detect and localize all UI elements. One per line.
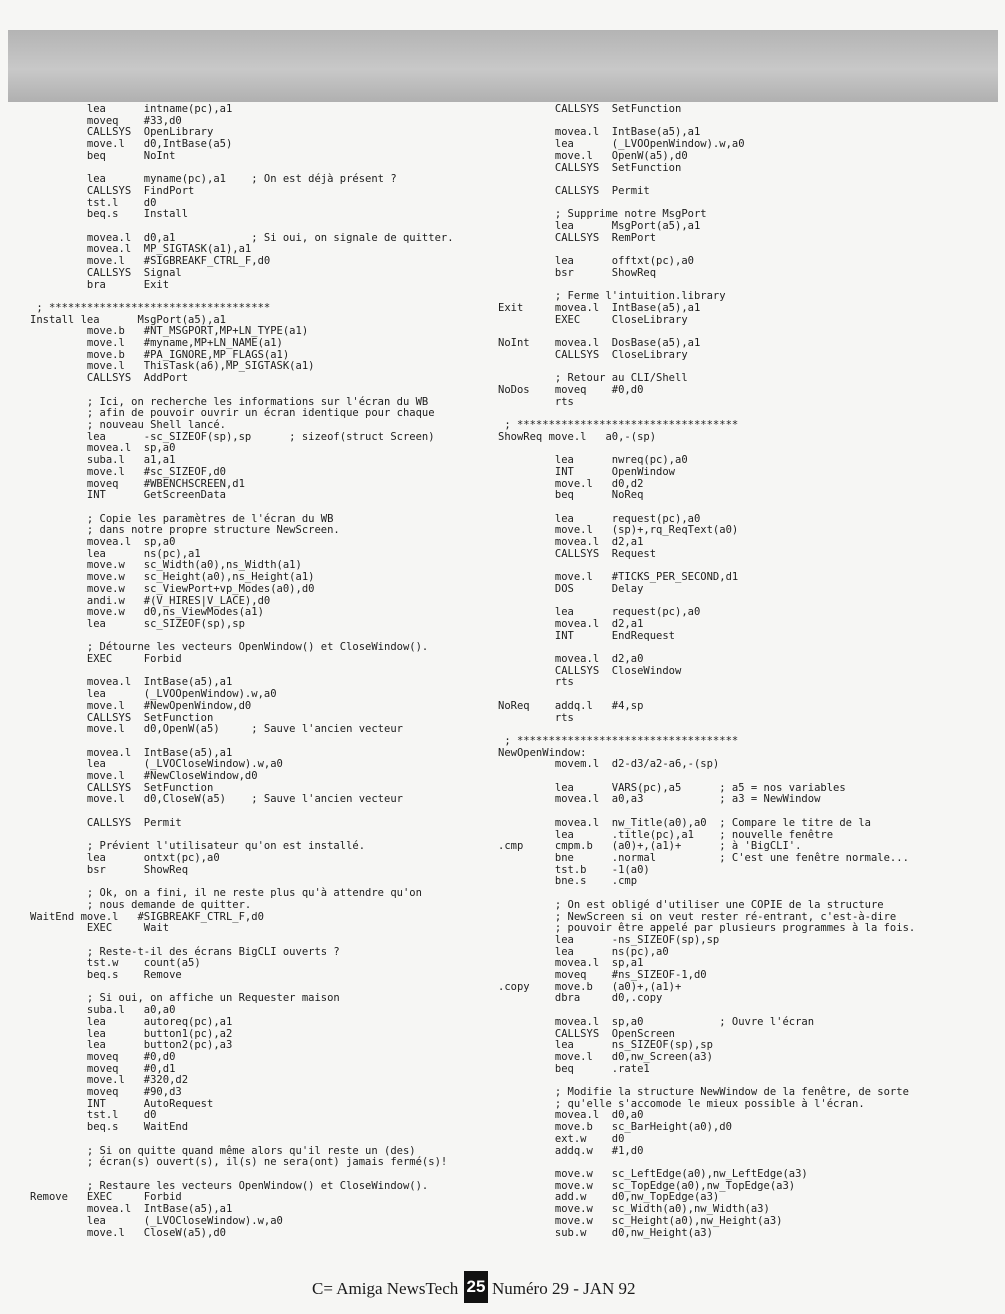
header-band bbox=[8, 30, 998, 102]
page-number: 25 bbox=[464, 1271, 488, 1303]
code-listing-left: lea intname(pc),a1 moveq #33,d0 CALLSYS OpenLibrary move.l d0,IntBase(a5) beq NoInt lea myname(pc),a1 ; On est déjà présent ? CALLSYS FindPort tst.l d0 beq.s Install movea.l d0,a1 ; Si oui, on signale de quitter. movea.l MP_SIGTASK(a1),a1 move.l #SIGBREAKF_CTRL_F,d0 CALLSYS Signal bra Exit ; *********************************** Install lea MsgPort(a5),a1 move.b #NT_MSGPORT,MP+LN_TYPE(a1) move.l #myname,MP+LN_NAME(a1) move.b #PA_IGNORE,MP_FLAGS(a1) move.l ThisTask(a6),MP_SIGTASK(a1) CALLSYS AddPort ; Ici, on recherche les informations sur l'écran du WB ; afin de pouvoir ouvrir un écran identique pour chaque ; nouveau Shell lancé. lea -sc_SIZEOF(sp),sp ; sizeof(struct Screen) movea.l sp,a0 suba.l a1,a1 move.l #sc_SIZEOF,d0 moveq #WBENCHSCREEN,d1 INT GetScreenData ; Copie les paramètres de l'écran du WB ; dans notre propre structure NewScreen. movea.l sp,a0 lea ns(pc),a1 move.w sc_Width(a0),ns_Width(a1) move.w sc_Height(a0),ns_Height(a1) move.w sc_ViewPort+vp_Modes(a0),d0 andi.w #(V_HIRES|V_LACE),d0 move.w d0,ns_ViewModes(a1) lea sc_SIZEOF(sp),sp ; Détourne les vecteurs OpenWindow() et CloseWindow(). EXEC Forbid movea.l IntBase(a5),a1 lea (_LVOOpenWindow).w,a0 move.l #NewOpenWindow,d0 CALLSYS SetFunction move.l d0,OpenW(a5) ; Sauve l'ancien vecteur movea.l IntBase(a5),a1 lea (_LVOCloseWindow).w,a0 move.l #NewCloseWindow,d0 CALLSYS SetFunction move.l d0,CloseW(a5) ; Sauve l'ancien vecteur CALLSYS Permit ; Prévient l'utilisateur qu'on est installé. lea ontxt(pc),a0 bsr ShowReq ; Ok, on a fini, il ne reste plus qu'à attendre qu'on ; nous demande de quitter. WaitEnd move.l #SIGBREAKF_CTRL_F,d0 EXEC Wait ; Reste-t-il des écrans BigCLI ouverts ? tst.w count(a5) beq.s Remove ; Si oui, on affiche un Requester maison suba.l a0,a0 lea autoreq(pc),a1 lea button1(pc),a2 lea button2(pc),a3 moveq #0,d0 moveq #0,d1 move.l #320,d2 moveq #90,d3 INT AutoRequest tst.l d0 beq.s WaitEnd ; Si on quitte quand même alors qu'il reste un (des) ; écran(s) ouvert(s), il(s) ne sera(ont) jamais fermé(s)! ; Restaure les vecteurs OpenWindow() et CloseWindow(). Remove EXEC Forbid movea.l IntBase(a5),a1 lea (_LVOCloseWindow).w,a0 move.l CloseW(a5),d0 bbox=[30, 103, 454, 1239]
issue-label: Numéro 29 - JAN 92 bbox=[492, 1279, 636, 1298]
page-footer bbox=[0, 1268, 1005, 1308]
magazine-name: C= Amiga NewsTech bbox=[312, 1279, 459, 1298]
code-listing-right: CALLSYS SetFunction movea.l IntBase(a5),a1 lea (_LVOOpenWindow).w,a0 move.l OpenW(a5),d0 CALLSYS SetFunction CALLSYS Permit ; Supprime notre MsgPort lea MsgPort(a5),a1 CALLSYS RemPort lea offtxt(pc),a0 bsr ShowReq ; Ferme l'intuition.library Exit movea.l IntBase(a5),a1 EXEC CloseLibrary NoInt movea.l DosBase(a5),a1 CALLSYS CloseLibrary ; Retour au CLI/Shell NoDos moveq #0,d0 rts ; *********************************** ShowReq move.l a0,-(sp) lea nwreq(pc),a0 INT OpenWindow move.l d0,d2 beq NoReq lea request(pc),a0 move.l (sp)+,rq_ReqText(a0) movea.l d2,a1 CALLSYS Request move.l #TICKS_PER_SECOND,d1 DOS Delay lea request(pc),a0 movea.l d2,a1 INT EndRequest movea.l d2,a0 CALLSYS CloseWindow rts NoReq addq.l #4,sp rts ; *********************************** NewOpenWindow: movem.l d2-d3/a2-a6,-(sp) lea VARS(pc),a5 ; a5 = nos variables movea.l a0,a3 ; a3 = NewWindow movea.l nw_Title(a0),a0 ; Compare le titre de la lea .title(pc),a1 ; nouvelle fenêtre .cmp cmpm.b (a0)+,(a1)+ ; à 'BigCLI'. bne .normal ; C'est une fenêtre normale... tst.b -1(a0) bne.s .cmp ; On est obligé d'utiliser une COPIE de la structure ; NewScreen si on veut rester ré-entrant, c'est-à-dire ; pouvoir être appelé par plusieurs programmes à la fois. lea -ns_SIZEOF(sp),sp lea ns(pc),a0 movea.l sp,a1 moveq #ns_SIZEOF-1,d0 .copy move.b (a0)+,(a1)+ dbra d0,.copy movea.l sp,a0 ; Ouvre l'écran CALLSYS OpenScreen lea ns_SIZEOF(sp),sp move.l d0,nw_Screen(a3) beq .rate1 ; Modifie la structure NewWindow de la fenêtre, de sorte ; qu'elle s'accomode le mieux possible à l'écran. movea.l d0,a0 move.b sc_BarHeight(a0),d0 ext.w d0 addq.w #1,d0 move.w sc_LeftEdge(a0),nw_LeftEdge(a3) move.w sc_TopEdge(a0),nw_TopEdge(a3) add.w d0,nw_TopEdge(a3) move.w sc_Width(a0),nw_Width(a3) move.w sc_Height(a0),nw_Height(a3) sub.w d0,nw_Height(a3) bbox=[498, 103, 916, 1239]
